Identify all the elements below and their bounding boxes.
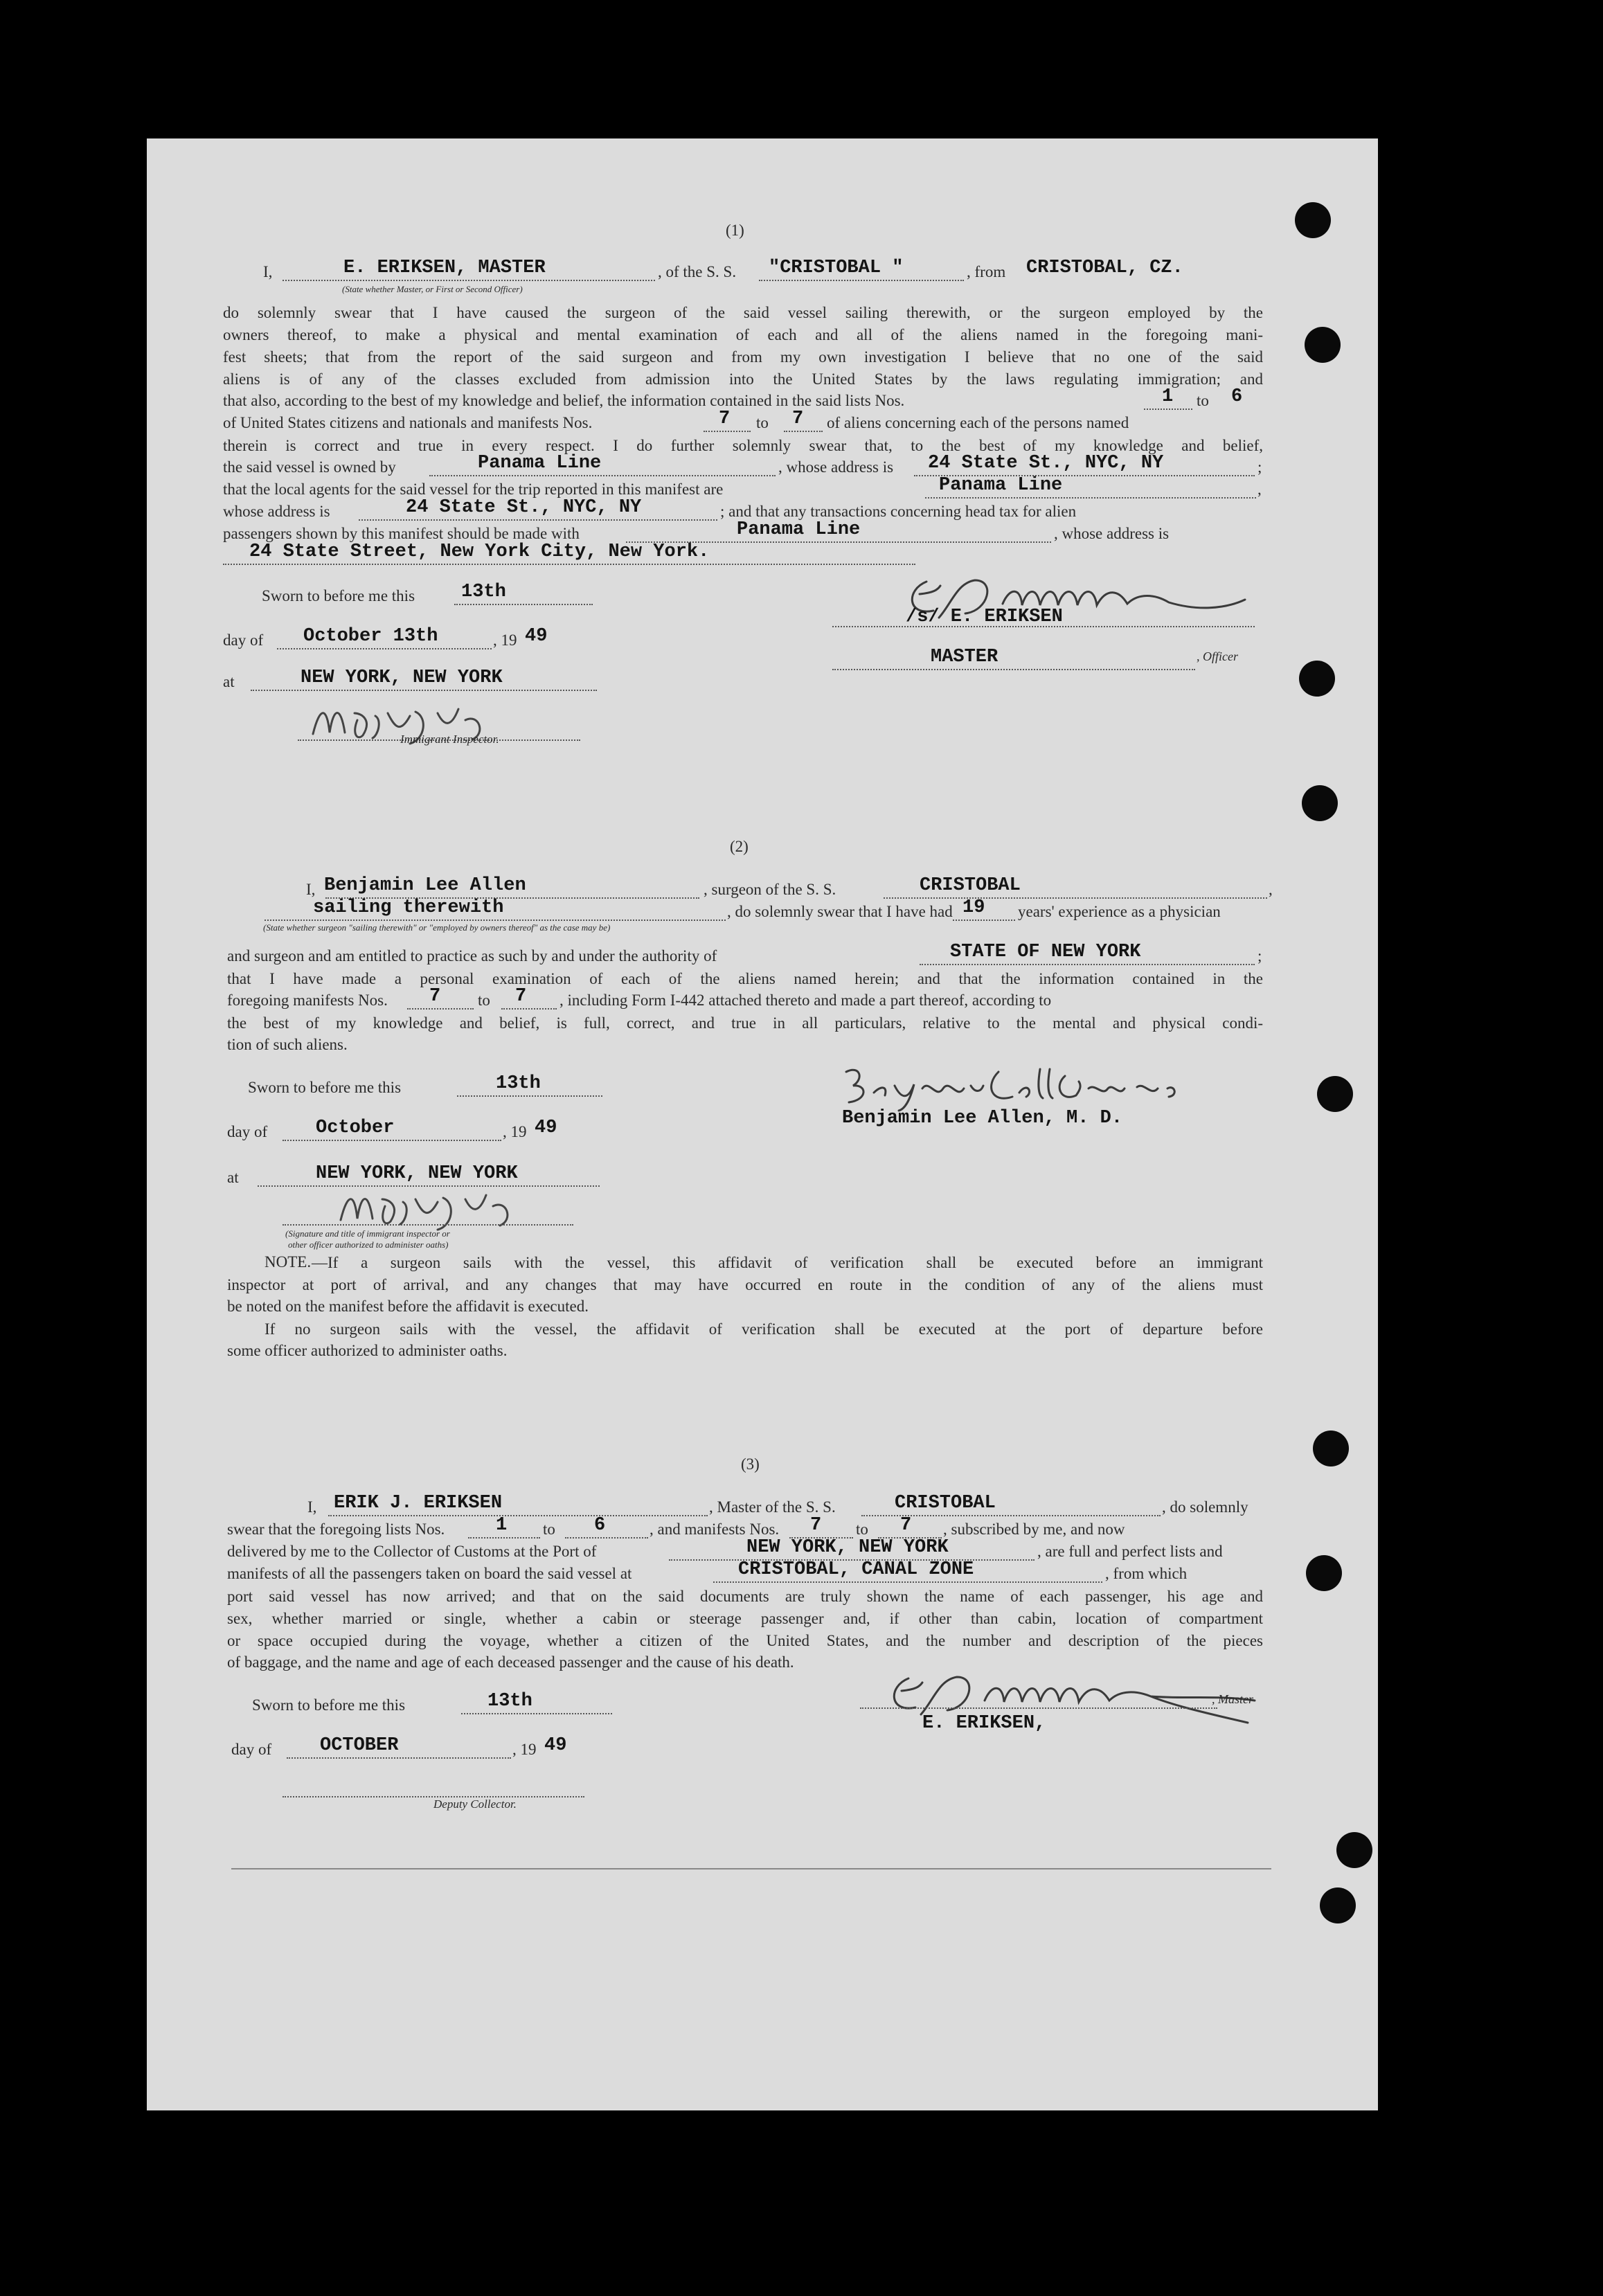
section-number: (1)	[726, 222, 744, 239]
fill-line	[359, 519, 717, 521]
label-year-prefix: , 19	[503, 1123, 527, 1140]
label-to: to	[1197, 392, 1209, 409]
label-sworn: Sworn to before me this	[262, 587, 415, 604]
oath-line-7: therein is correct and true in every respect. I do further solemnly swear that, to the best of my knowledge and belief,	[223, 437, 1263, 454]
label-agent-address: whose address is	[223, 503, 330, 520]
section-number: (3)	[741, 1455, 760, 1473]
fill-line	[925, 497, 1256, 499]
label-owned-by: the said vessel is owned by	[223, 458, 396, 476]
fill-line	[565, 1537, 648, 1539]
signature-line	[283, 1224, 573, 1226]
oath-line-6b: of aliens concerning each of the persons named	[827, 414, 1129, 431]
manifest-page: (1) I, E. ERIKSEN, MASTER , of the S. S. "CRISTOBAL " , from CRISTOBAL, CZ. (State whether Master, or First or Second Officer) do solemnly swear that I have caused the surgeon of the said vessel sailing therewith, or the surgeon employed by the owners thereof, to make a physical and mental examination of each and all of the aliens named in the foregoing mani- fest sheets; that from the report of the said surgeon and from my own investigation I believe that no one of the said aliens is of any of the classes excluded from admission into the United States by the laws regulating immigration; and that also, according to the best of my knowledge and belief, the information contained in the said lists Nos. 1 to 6 of United States citizens and nationals and manifests Nos. 7 to 7 of aliens concerning each of the persons named therein is correct and true in every respect. I do further solemnly swear that, to the best of my knowledge and belief, the said vessel is owned by Panama Line , whose address is 24 State St., NYC, NY ; that the local agents for the said vessel for the trip reported in this manifest are Panama Line , whose address is 24 State St., NYC, NY ; and that any transactions concerning head tax for alien passengers shown by this manifest should be made with Panama Line , whose address is 24 State Street, New York City, New York. Sworn to before me this 13th day of October 13th , 19 49 at NEW YORK, NEW YORK Immigrant Inspector. /s/ E. ERIKSEN MASTER , Officer (2) I, Benjamin Lee Allen , surgeon of the S. S. CRISTOBAL , sailing therewith , do solemnly swear that I have had 19 years' experience as a physician (State whether surgeon "sailing therewith" or "employed by owners thereof" as the case may be) and surgeon and am entitled to practice as such by and under the authority of STATE OF NEW YORK ; that I have made a personal examination of each of the aliens named herein; and that the information contained in the foregoing manifests Nos. 7 to 7 , including Form I-442 attached thereto and made a part thereof, according to the best of my knowledge and belief, is full, correct, and true in all particulars, relative to the mental and physical condi- tion of such aliens. Sworn to before me this 13th day of October , 19 49 at NEW YORK, NEW YORK (Signature and title of immigrant inspector or other officer authorized to administer oaths) Benjamin Lee Allen, M. D. NOTE. —If a surgeon sails with the vessel, this affidavit of verification shall be executed before an immigrant inspector at port of arrival, and any changes that may have occurred en route in the condition of any of the aliens must be noted on the manifest before the affidavit is executed. If no surgeon sails with the vessel, the affidavit of verification shall be executed at the port of departure before some officer authorized to administer oaths. (3) I, ERIK J. ERIKSEN , Master of the S. S. CRISTOBAL , do solemnly swear that the foregoing lists Nos. 1 to 6 , and manifests Nos. 7 to 7 , subscribed by me, and now delivered by me to the Collector of Customs at the Port of NEW YORK, NEW YORK , are full and perfect lists and manifests of all the passengers taken on board the said vessel at CRISTOBAL, CANAL ZONE , from which port said vessel has now arrived; and that on the said documents are truly shown the name of each passenger, his age and sex, whether married or single, whether a cabin or steerage passenger and, if other than cabin, location of compartment or space occupied during the voyage, whether a citizen of the United States, and the number and description of the pieces of baggage, and the name and age of each deceased passenger and the cause of his death. Sworn to before me this 13th day of OCTOBER , 19 49 Deputy Collector. , Master E. ERIKSEN,	[147, 138, 1378, 2110]
signed-name: /s/ E. ERIKSEN	[906, 607, 1063, 627]
sig-caption-2: other officer authorized to administer oaths)	[288, 1239, 449, 1250]
bottom-rule	[231, 1868, 1271, 1869]
fill-line	[283, 1140, 501, 1141]
fill-line	[454, 604, 593, 605]
signature-line	[832, 669, 1195, 670]
master-caption: , Master	[1212, 1692, 1253, 1706]
label-to: to	[543, 1521, 555, 1538]
at-place: NEW YORK, NEW YORK	[301, 667, 503, 688]
sworn-day: 13th	[487, 1691, 532, 1712]
note-line-5: some officer authorized to administer oaths.	[227, 1342, 508, 1359]
fill-line	[265, 920, 726, 921]
sworn-day: 13th	[461, 582, 506, 602]
fill-line	[704, 431, 751, 432]
label-year-prefix: , 19	[493, 631, 517, 649]
punch-hole-9	[1320, 1887, 1356, 1923]
surgeon-signature	[832, 1051, 1192, 1117]
label-surgeon-of: , surgeon of the S. S.	[704, 881, 836, 898]
manifests-to: 7	[900, 1515, 912, 1536]
vessel-name: CRISTOBAL	[895, 1493, 996, 1514]
state-note: (State whether surgeon "sailing therewith" or "employed by owners thereof" as the case may be)	[263, 922, 611, 933]
oath-line-2b: , are full and perfect lists and	[1037, 1543, 1223, 1560]
fill-line	[251, 690, 597, 691]
fill-line	[784, 431, 823, 432]
oath-line-6a: of United States citizens and nationals and manifests Nos.	[223, 414, 593, 431]
fill-line	[407, 1008, 474, 1010]
authority: STATE OF NEW YORK	[950, 942, 1141, 962]
lists-to: 6	[594, 1515, 606, 1536]
label-year-prefix: , 19	[512, 1741, 537, 1758]
fill-line	[457, 1095, 602, 1097]
sig-caption-1: (Signature and title of immigrant inspector or	[285, 1228, 450, 1239]
head-tax-address: 24 State Street, New York City, New York.	[249, 541, 710, 562]
label-to: to	[478, 992, 490, 1009]
label-to: to	[756, 414, 769, 431]
punch-hole-6	[1313, 1430, 1349, 1467]
oath-line-5: that also, according to the best of my knowledge and belief, the information contained in the said lists Nos.	[223, 392, 905, 409]
oath-line-2: owners thereof, to make a physical and mental examination of each and all of the aliens named in the foregoing mani-	[223, 326, 1263, 343]
label-i: I,	[306, 881, 316, 898]
fill-line	[501, 1008, 557, 1010]
vessel-name: CRISTOBAL	[920, 875, 1021, 896]
punch-hole-4	[1302, 785, 1338, 821]
lists-from: 1	[496, 1515, 508, 1536]
officer-caption: , Officer	[1197, 649, 1238, 663]
port: NEW YORK, NEW YORK	[746, 1537, 949, 1558]
owner: Panama Line	[478, 453, 602, 474]
label-of-ss: , of the S. S.	[658, 263, 737, 280]
head-tax-with: Panama Line	[737, 519, 861, 540]
fill-line	[884, 897, 1267, 899]
label-at: at	[223, 673, 235, 690]
surgeon-typed-name: Benjamin Lee Allen, M. D.	[842, 1108, 1123, 1129]
fill-line	[283, 280, 655, 281]
oath-line-c: the best of my knowledge and belief, is full, correct, and true in all particulars, relative to the mental and physical condi-	[227, 1014, 1263, 1032]
label-whose-address-2: , whose address is	[1054, 525, 1170, 542]
note-line-3: be noted on the manifest before the affidavit is executed.	[227, 1298, 589, 1315]
oath-line-d: tion of such aliens.	[227, 1036, 348, 1053]
manifests-to: 7	[792, 409, 804, 429]
label-day-of: day of	[223, 631, 264, 649]
fill-line	[759, 280, 964, 281]
inspector-caption: Immigrant Inspector.	[400, 733, 499, 746]
fill-line	[277, 648, 492, 649]
oath-line-b1: foregoing manifests Nos.	[227, 992, 388, 1009]
fill-line	[1144, 409, 1192, 410]
oath-line-b2: , including Form I-442 attached thereto and made a part thereof, according to	[559, 992, 1052, 1009]
lists-to: 6	[1231, 386, 1243, 407]
master-name: E. ERIKSEN, MASTER	[343, 258, 546, 278]
oath-line-2a: delivered by me to the Collector of Customs at the Port of	[227, 1543, 597, 1560]
surgeon-name: Benjamin Lee Allen	[324, 875, 526, 896]
oath-line-3b: , from which	[1105, 1565, 1188, 1582]
oath-line-4: port said vessel has now arrived; and that on the said documents are truly shown the name of each passenger, his age and	[227, 1588, 1263, 1605]
fill-line	[920, 964, 1255, 965]
deputy-caption: Deputy Collector.	[433, 1797, 517, 1811]
sailing-therewith: sailing therewith	[313, 897, 504, 918]
label-agents: that the local agents for the said vessel for the trip reported in this manifest are	[223, 481, 724, 498]
label-authority: and surgeon and am entitled to practice as such by and under the authority of	[227, 947, 717, 965]
label-sworn: Sworn to before me this	[248, 1079, 402, 1096]
label-i: I,	[263, 263, 273, 280]
oath-line-1c: , subscribed by me, and now	[943, 1521, 1125, 1538]
sworn-day: 13th	[496, 1073, 541, 1094]
oath-line-1b: , and manifests Nos.	[650, 1521, 780, 1538]
label-day-of: day of	[231, 1741, 272, 1758]
oath-line-3: fest sheets; that from the report of the said surgeon and from my own investigation I believe that no one of the said	[223, 348, 1263, 366]
oath-line-a: that I have made a personal examination of each of the aliens named herein; and that the information contained in the	[227, 970, 1263, 987]
label-day-of: day of	[227, 1123, 268, 1140]
label-i: I,	[307, 1498, 317, 1516]
manifests-from: 7	[719, 409, 731, 429]
label-from: , from	[967, 263, 1006, 280]
master-name: ERIK J. ERIKSEN	[334, 1493, 503, 1514]
note-label: NOTE.	[265, 1253, 312, 1271]
sworn-month: OCTOBER	[320, 1735, 399, 1756]
sworn-month: October	[316, 1118, 395, 1138]
label-do-solemnly: , do solemnly	[1162, 1498, 1248, 1516]
at-place: NEW YORK, NEW YORK	[316, 1163, 518, 1184]
label-sworn: Sworn to before me this	[252, 1696, 406, 1714]
note-line-2: inspector at port of arrival, and any changes that may have occurred en route in the condition of any of the aliens must	[227, 1276, 1263, 1293]
label-to: to	[856, 1521, 868, 1538]
vessel-name: "CRISTOBAL "	[769, 258, 904, 278]
punch-hole-5	[1317, 1076, 1353, 1112]
oath-line-7: of baggage, and the name and age of each deceased passenger and the cause of his death.	[227, 1653, 794, 1671]
label-master-of: , Master of the S. S.	[709, 1498, 836, 1516]
years: 19	[962, 897, 985, 918]
sworn-year: 49	[535, 1118, 557, 1138]
manifests-to: 7	[515, 986, 527, 1007]
label-at: at	[227, 1169, 239, 1186]
oath-line-3a: manifests of all the passengers taken on board the said vessel at	[227, 1565, 632, 1582]
signed-name: E. ERIKSEN,	[922, 1713, 1046, 1734]
oath-line-6: or space occupied during the voyage, whether a citizen of the United States, and the number and description of the pieces	[227, 1632, 1263, 1649]
label-passengers: passengers shown by this manifest should be made with	[223, 525, 580, 542]
oath-line-1: do solemnly swear that I have caused the surgeon of the said vessel sailing therewith, or the surgeon employed by the	[223, 304, 1263, 321]
section-number: (2)	[730, 838, 749, 855]
fill-line	[468, 1537, 540, 1539]
oath-line-1a: swear that the foregoing lists Nos.	[227, 1521, 445, 1538]
fill-line	[223, 564, 915, 565]
signed-title: MASTER	[931, 647, 998, 667]
fill-line	[328, 1515, 708, 1516]
punch-hole-2	[1305, 327, 1341, 363]
label-whose-address: , whose address is	[778, 458, 894, 476]
fill-line	[713, 1581, 1102, 1583]
punch-hole-8	[1336, 1832, 1372, 1868]
agent-address: 24 State St., NYC, NY	[406, 497, 642, 518]
note-line-1: —If a surgeon sails with the vessel, this affidavit of verification shall be executed before an immigrant	[312, 1254, 1263, 1271]
label-head-tax: ; and that any transactions concerning head tax for alien	[720, 503, 1077, 520]
label-years: years' experience as a physician	[1018, 903, 1221, 920]
punch-hole-7	[1306, 1555, 1342, 1591]
oath-line-4: aliens is of any of the classes excluded from admission into the United States by the laws regulating immigration; and	[223, 370, 1263, 388]
punch-hole-1	[1295, 202, 1331, 238]
owner-address: 24 State St., NYC, NY	[928, 453, 1164, 474]
agents: Panama Line	[939, 475, 1063, 496]
fill-line	[461, 1713, 612, 1714]
label-swear: , do solemnly swear that I have had	[727, 903, 953, 920]
sworn-year: 49	[544, 1735, 567, 1756]
fill-line	[429, 475, 776, 476]
sworn-year: 49	[525, 626, 548, 647]
punch-hole-3	[1299, 661, 1335, 697]
oath-line-5: sex, whether married or single, whether a cabin or steerage passenger and, if other than cabin, location of compartment	[227, 1610, 1263, 1627]
sworn-month: October 13th	[303, 626, 438, 647]
manifests-from: 7	[429, 986, 441, 1007]
manifests-from: 7	[810, 1515, 822, 1536]
signature-line	[860, 1707, 1217, 1709]
lists-from: 1	[1162, 386, 1174, 407]
note-line-4: If no surgeon sails with the vessel, the affidavit of verification shall be executed at the port of departure before	[265, 1320, 1263, 1338]
state-note: (State whether Master, or First or Second Officer)	[342, 284, 523, 294]
fill-line	[953, 920, 1015, 921]
fill-line	[287, 1757, 511, 1759]
board-port: CRISTOBAL, CANAL ZONE	[738, 1559, 974, 1580]
from-port: CRISTOBAL, CZ.	[1026, 258, 1183, 278]
